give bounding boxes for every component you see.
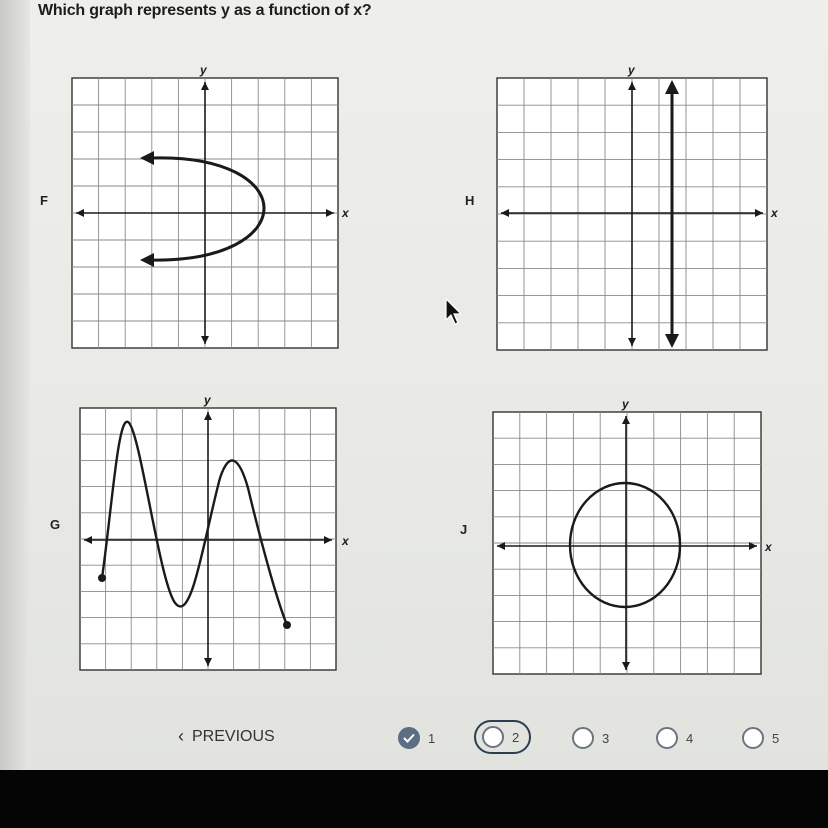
question-text: Which graph represents y as a function of x? <box>38 2 372 19</box>
graph-g[interactable] <box>80 393 349 670</box>
page-4-button[interactable] <box>656 727 693 749</box>
mouse-cursor-icon <box>445 298 465 326</box>
page-2-button[interactable] <box>474 720 531 754</box>
radio-circle-icon <box>482 726 504 748</box>
graph-j-y-label: y <box>622 397 629 411</box>
radio-circle-icon <box>742 727 764 749</box>
previous-label: PREVIOUS <box>192 727 275 745</box>
radio-circle-icon <box>656 727 678 749</box>
page-2-number: 2 <box>512 729 520 745</box>
page-5-number: 5 <box>772 730 780 746</box>
graph-j-x-label: x <box>765 540 772 554</box>
graph-label-j: J <box>460 522 468 537</box>
graph-g-endpoint-right <box>283 621 291 629</box>
graph-f-y-label: y <box>200 63 207 77</box>
graph-j[interactable] <box>493 397 772 674</box>
page-5-button[interactable] <box>742 727 779 749</box>
monitor-bottom-bezel <box>0 770 828 828</box>
page-3-number: 3 <box>602 730 610 746</box>
chevron-left-icon: ‹ <box>178 726 184 746</box>
page-4-number: 4 <box>686 730 694 746</box>
radio-circle-icon <box>572 727 594 749</box>
graph-f-x-label: x <box>342 206 349 220</box>
graph-g-x-label: x <box>342 534 349 548</box>
graph-h[interactable] <box>497 63 778 350</box>
check-icon <box>398 727 420 749</box>
question-pager <box>0 720 828 754</box>
graph-g-endpoint-left <box>98 574 106 582</box>
graph-f[interactable] <box>72 63 349 348</box>
graph-label-h: H <box>465 193 475 208</box>
graph-h-x-label: x <box>771 206 778 220</box>
graph-g-y-label: y <box>204 393 211 407</box>
graph-j-grid <box>493 412 761 674</box>
page-1-button[interactable] <box>398 727 435 749</box>
graph-label-f: F <box>40 193 48 208</box>
graph-h-y-label: y <box>628 63 635 77</box>
graph-label-g: G <box>50 517 61 532</box>
monitor-bezel <box>0 0 30 770</box>
page-1-number: 1 <box>428 730 436 746</box>
page-3-button[interactable] <box>572 727 609 749</box>
